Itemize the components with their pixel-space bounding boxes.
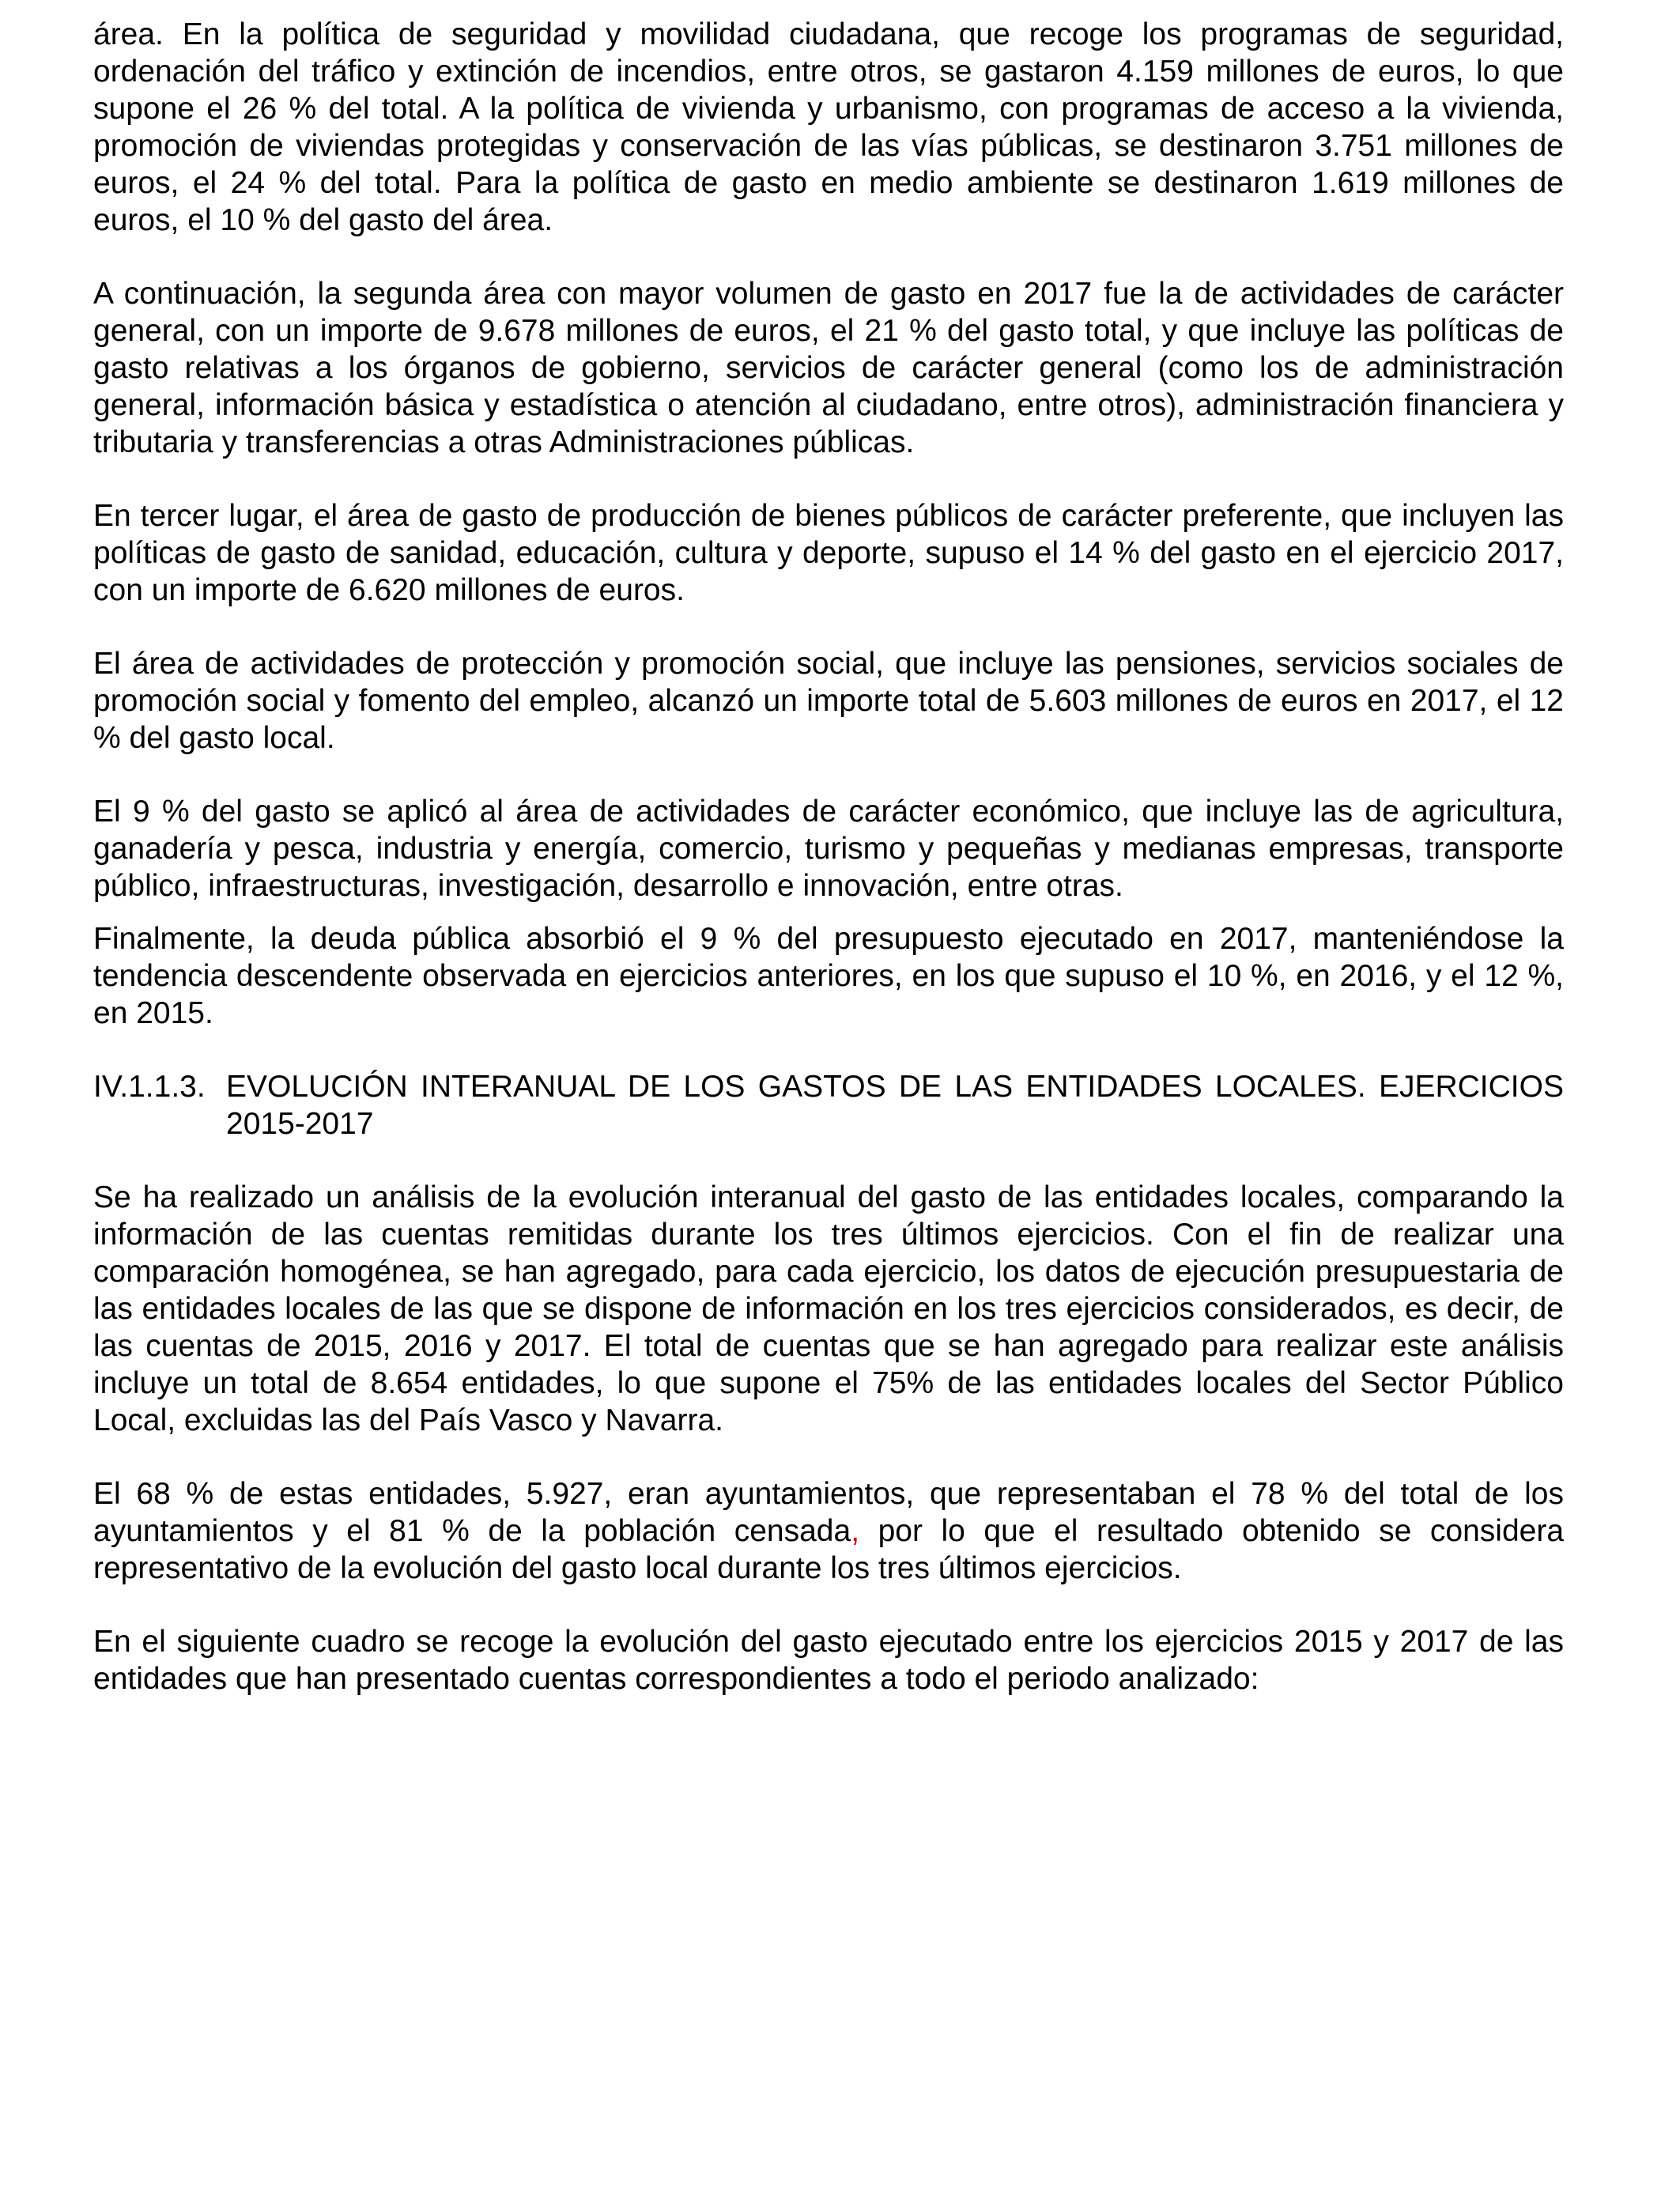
paragraph-actividades-generales: A continuación, la segunda área con mayor volumen de gasto en 2017 fue la de actividades de carácter general, con un importe de 9.678 millones de euros, el 21 % del gasto total, y que incluye las políticas de gasto relativas a los órganos de gobierno, servicios de carácter general (como los de administración general, información básica y estadística o atención al ciudadano, entre otros), administración financiera y tributaria y transferencias a otras Administraciones públicas. — [93, 277, 1564, 459]
document-page — [93, 16, 1564, 1697]
paragraph-deuda-publica: Finalmente, la deuda pública absorbió el 9 % del presupuesto ejecutado en 2017, manteniéndose la tendencia descendente observada en ejercicios anteriores, en los que supuso el 10 %, en 2016, y el 12 %, en 2015. — [93, 922, 1564, 1030]
paragraph-cuadro-intro: En el siguiente cuadro se recoge la evolución del gasto ejecutado entre los ejercicios 2015 y 2017 de las entidades que han presentado cuentas correspondientes a todo el periodo analizado: — [93, 1625, 1564, 1696]
section-number: IV.1.1.3. — [93, 1070, 206, 1104]
paragraph-ayuntamientos-text-1: El 68 % de estas entidades, 5.927, eran ayuntamientos, que representaban el 78 % del total de los ayuntamientos y el 81 % de la población censada — [93, 1477, 1564, 1548]
paragraph-actividades-economicas: El 9 % del gasto se aplicó al área de actividades de carácter económico, que incluye las de agricultura, ganadería y pesca, industria y energía, comercio, turismo y pequeñas y medianas empresas, transporte público, infraestructuras, investigación, desarrollo e innovación, entre otras. — [93, 795, 1564, 903]
paragraph-ayuntamientos-text-2: por lo que el resultado obtenido se considera representativo de la evolución del gasto local durante los tres últimos ejercicios. — [93, 1514, 1565, 1585]
paragraph-analisis-interanual: Se ha realizado un análisis de la evolución interanual del gasto de las entidades locales, comparando la información de las cuentas remitidas durante los tres últimos ejercicios. Con el fin de realizar una comparación homogénea, se han agregado, para cada ejercicio, los datos de ejecución presupuestaria de las entidades locales de las que se dispone de información en los tres ejercicios considerados, es decir, de las cuentas de 2015, 2016 y 2017. El total de cuentas que se han agregado para realizar este análisis incluye un total de 8.654 entidades, lo que supone el 75% de las entidades locales del Sector Público Local, excluidas las del País Vasco y Navarra. — [93, 1180, 1564, 1437]
section-title: EVOLUCIÓN INTERANUAL DE LOS GASTOS DE LAS ENTIDADES LOCALES. EJERCICIOS 2015-2017 — [226, 1070, 1564, 1141]
paragraph-bienes-publicos: En tercer lugar, el área de gasto de producción de bienes públicos de carácter preferente, que incluyen las políticas de gasto de sanidad, educación, cultura y deporte, supuso el 14 % del gasto en el ejercicio 2017, con un importe de 6.620 millones de euros. — [93, 499, 1564, 607]
highlighted-comma: , — [851, 1514, 860, 1548]
paragraph-proteccion-social: El área de actividades de protección y promoción social, que incluye las pensiones, servicios sociales de promoción social y fomento del empleo, alcanzó un importe total de 5.603 millones de euros en 2017, el 12 % del gasto local. — [93, 647, 1564, 755]
section-heading — [93, 1068, 1564, 1142]
paragraph-seguridad-vivienda: área. En la política de seguridad y movilidad ciudadana, que recoge los programas de seguridad, ordenación del tráfico y extinción de incendios, entre otros, se gastaron 4.159 millones de euros, lo que supone el 26 % del total. A la política de vivienda y urbanismo, con programas de acceso a la vivienda, promoción de viviendas protegidas y conservación de las vías públicas, se destinaron 3.751 millones de euros, el 24 % del total. Para la política de gasto en medio ambiente se destinaron 1.619 millones de euros, el 10 % del gasto del área. — [93, 17, 1564, 237]
paragraph-ayuntamientos — [93, 1475, 1564, 1587]
